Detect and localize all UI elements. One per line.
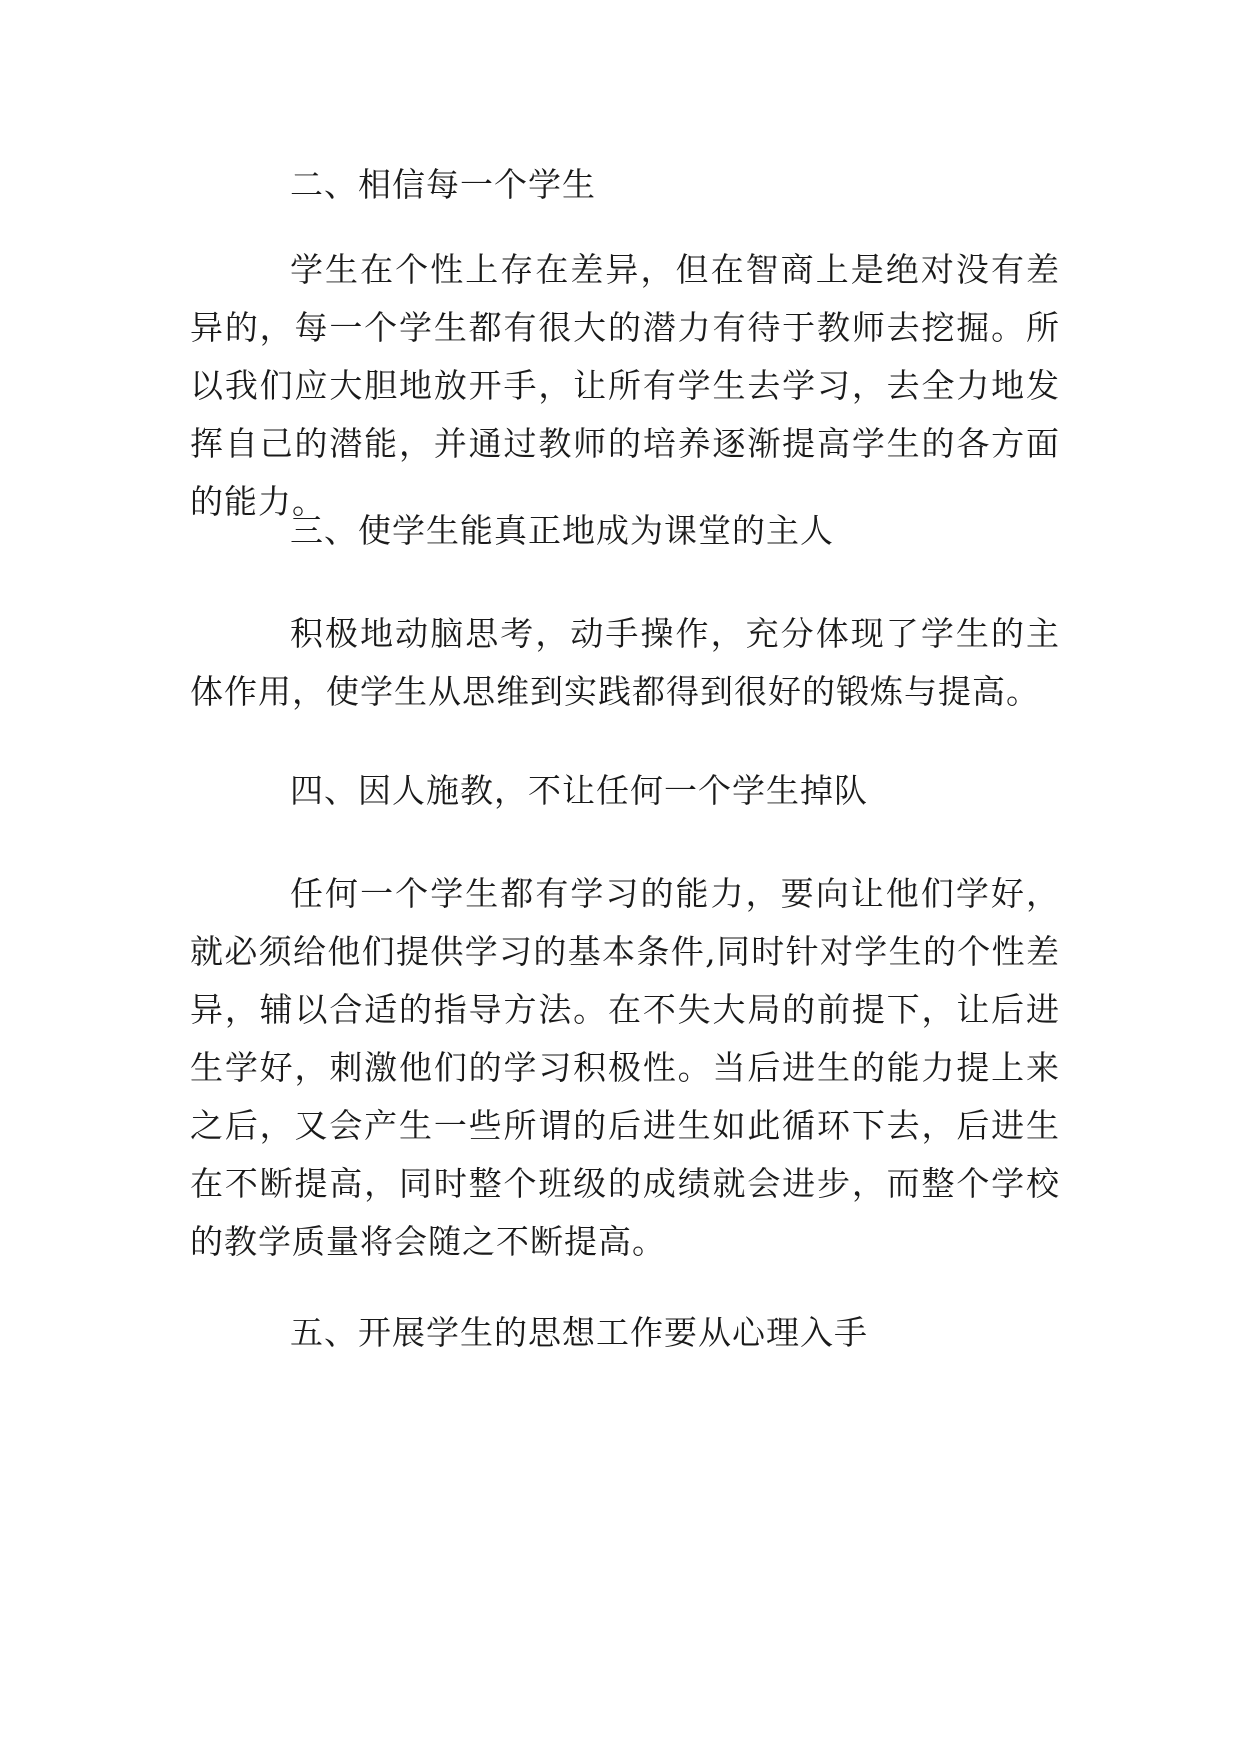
- section-heading-5: 五、开展学生的思想工作要从心理入手: [290, 1313, 868, 1352]
- section-heading-3: 三、使学生能真正地成为课堂的主人: [290, 511, 834, 550]
- section-paragraph-3: 积极地动脑思考，动手操作，充分体现了学生的主体作用，使学生从思维到实践都得到很好的锻炼与提高。: [190, 614, 1060, 711]
- section-heading-4: 四、因人施教，不让任何一个学生掉队: [290, 771, 868, 810]
- section-paragraph-4: 任何一个学生都有学习的能力，要向让他们学好，就必须给他们提供学习的基本条件,同时针对学生的个性差异，辅以合适的指导方法。在不失大局的前提下，让后进生学好，刺激他们的学习积极性。当后进生的能力提上来之后，又会产生一些所谓的后进生如此循环下去，后进生在不断提高，同时整个班级的成绩就会进步，而整个学校的教学质量将会随之不断提高。: [190, 874, 1060, 1261]
- section-paragraph-2: 学生在个性上存在差异，但在智商上是绝对没有差异的，每一个学生都有很大的潜力有待于教师去挖掘。所以我们应大胆地放开手，让所有学生去学习，去全力地发挥自己的潜能，并通过教师的培养逐渐提高学生的各方面的能力。: [190, 250, 1060, 521]
- section-heading-2: 二、相信每一个学生: [290, 165, 596, 204]
